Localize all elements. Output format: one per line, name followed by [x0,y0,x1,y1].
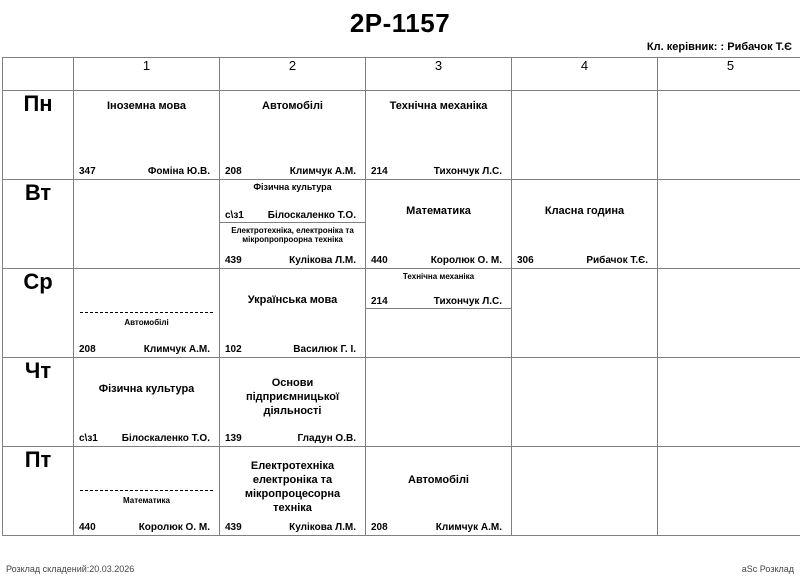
header-day [3,58,74,91]
cell-fri-5[interactable] [658,447,800,536]
room-label: 208 [371,522,388,533]
subject-label: Електротехніка електроніка та мікропроцесорна техніка [220,447,365,515]
cell-mon-1[interactable] [74,91,220,180]
split-divider [80,312,213,313]
cell-thu-3[interactable] [366,358,512,447]
cell-wed-5[interactable] [658,269,800,358]
cell-tue-4[interactable] [512,180,658,269]
cell-wed-4[interactable] [512,269,658,358]
subject-label: Основи підприємницької діяльності [220,358,365,418]
room-label: 440 [79,522,96,533]
cell-mon-5[interactable] [658,91,800,180]
cell-thu-4[interactable] [512,358,658,447]
subject-label: Фізична культура [74,358,219,396]
table-row [3,358,800,447]
teacher-label: Тихончук Л.С. [434,166,506,177]
subject-label: Фізична культура [220,180,365,193]
room-label: 102 [225,344,242,355]
room-label: 139 [225,433,242,444]
cell-fri-1[interactable] [74,447,220,536]
subject-label: Автомобілі [366,447,511,487]
teacher-label: Білоскаленко Т.О. [122,433,214,444]
teacher-label: Білоскаленко Т.О. [268,210,360,221]
cell-tue-3[interactable] [366,180,512,269]
class-teacher-label: Кл. керівник: : Рибачок Т.Є [0,41,800,53]
teacher-label: Фоміна Ю.В. [148,166,214,177]
room-label: 440 [371,255,388,266]
table-header-row [3,58,800,91]
teacher-label: Василюк Г. І. [293,344,360,355]
cell-mon-4[interactable] [512,91,658,180]
teacher-label: Тихончук Л.С. [434,296,506,307]
cell-thu-1[interactable] [74,358,220,447]
schedule-table [2,57,800,536]
cell-fri-4[interactable] [512,447,658,536]
subject-label: Технічна механіка [366,269,511,282]
room-label: 439 [225,522,242,533]
teacher-label: Климчук А.М. [290,166,360,177]
cell-wed-2[interactable] [220,269,366,358]
cell-wed-1[interactable] [74,269,220,358]
teacher-label: Королюк О. М. [431,255,506,266]
header-period-5: 5 [658,58,800,91]
room-label: 208 [225,166,242,177]
table-row [3,447,800,536]
table-row [3,269,800,358]
teacher-label: Климчук А.М. [144,344,214,355]
room-label: 306 [517,255,534,266]
lesson-group-bottom[interactable] [220,223,365,267]
teacher-label: Рибачок Т.Є. [586,255,652,266]
cell-tue-5[interactable] [658,180,800,269]
lesson-group-top[interactable] [366,269,511,309]
subject-label: Електротехніка, електроніка та мікропропроорна техніка [220,223,365,244]
cell-thu-5[interactable] [658,358,800,447]
footer-bar [0,560,800,578]
subject-label: Українська мова [220,269,365,307]
day-label-mon: Пн [3,91,74,180]
room-label: с\з1 [79,433,98,444]
subject-label: Математика [74,447,219,506]
room-label: 439 [225,255,242,266]
day-label-fri: Пт [3,447,74,536]
cell-mon-2[interactable] [220,91,366,180]
day-label-thu: Чт [3,358,74,447]
teacher-label: Гладун О.В. [298,433,361,444]
header-period-3: 3 [366,58,512,91]
table-row [3,91,800,180]
subject-label: Іноземна мова [74,91,219,113]
teacher-label: Кулікова Л.М. [289,522,360,533]
footer-app-name: aSc Розклад [742,564,794,574]
room-label: 214 [371,296,388,307]
subject-label: Класна година [512,180,657,218]
page-title: 2Р-1157 [0,8,800,39]
subject-label: Технічна механіка [366,91,511,113]
teacher-label: Климчук А.М. [436,522,506,533]
cell-tue-2[interactable] [220,180,366,269]
cell-fri-3[interactable] [366,447,512,536]
day-label-tue: Вт [3,180,74,269]
header-period-2: 2 [220,58,366,91]
room-label: с\з1 [225,210,244,221]
cell-wed-3[interactable] [366,269,512,358]
room-label: 208 [79,344,96,355]
cell-thu-2[interactable] [220,358,366,447]
day-label-wed: Ср [3,269,74,358]
cell-mon-3[interactable] [366,91,512,180]
header-period-4: 4 [512,58,658,91]
cell-fri-2[interactable] [220,447,366,536]
room-label: 347 [79,166,96,177]
subject-label: Автомобілі [220,91,365,113]
subject-label: Автомобілі [74,269,219,328]
subject-label: Математика [366,180,511,218]
room-label: 214 [371,166,388,177]
lesson-group-top[interactable] [220,180,365,223]
footer-generated-date: Розклад складений:20.03.2026 [6,564,134,574]
split-divider [80,490,213,491]
header-period-1: 1 [74,58,220,91]
teacher-label: Кулікова Л.М. [289,255,360,266]
cell-tue-1[interactable] [74,180,220,269]
teacher-label: Королюк О. М. [139,522,214,533]
table-row [3,180,800,269]
